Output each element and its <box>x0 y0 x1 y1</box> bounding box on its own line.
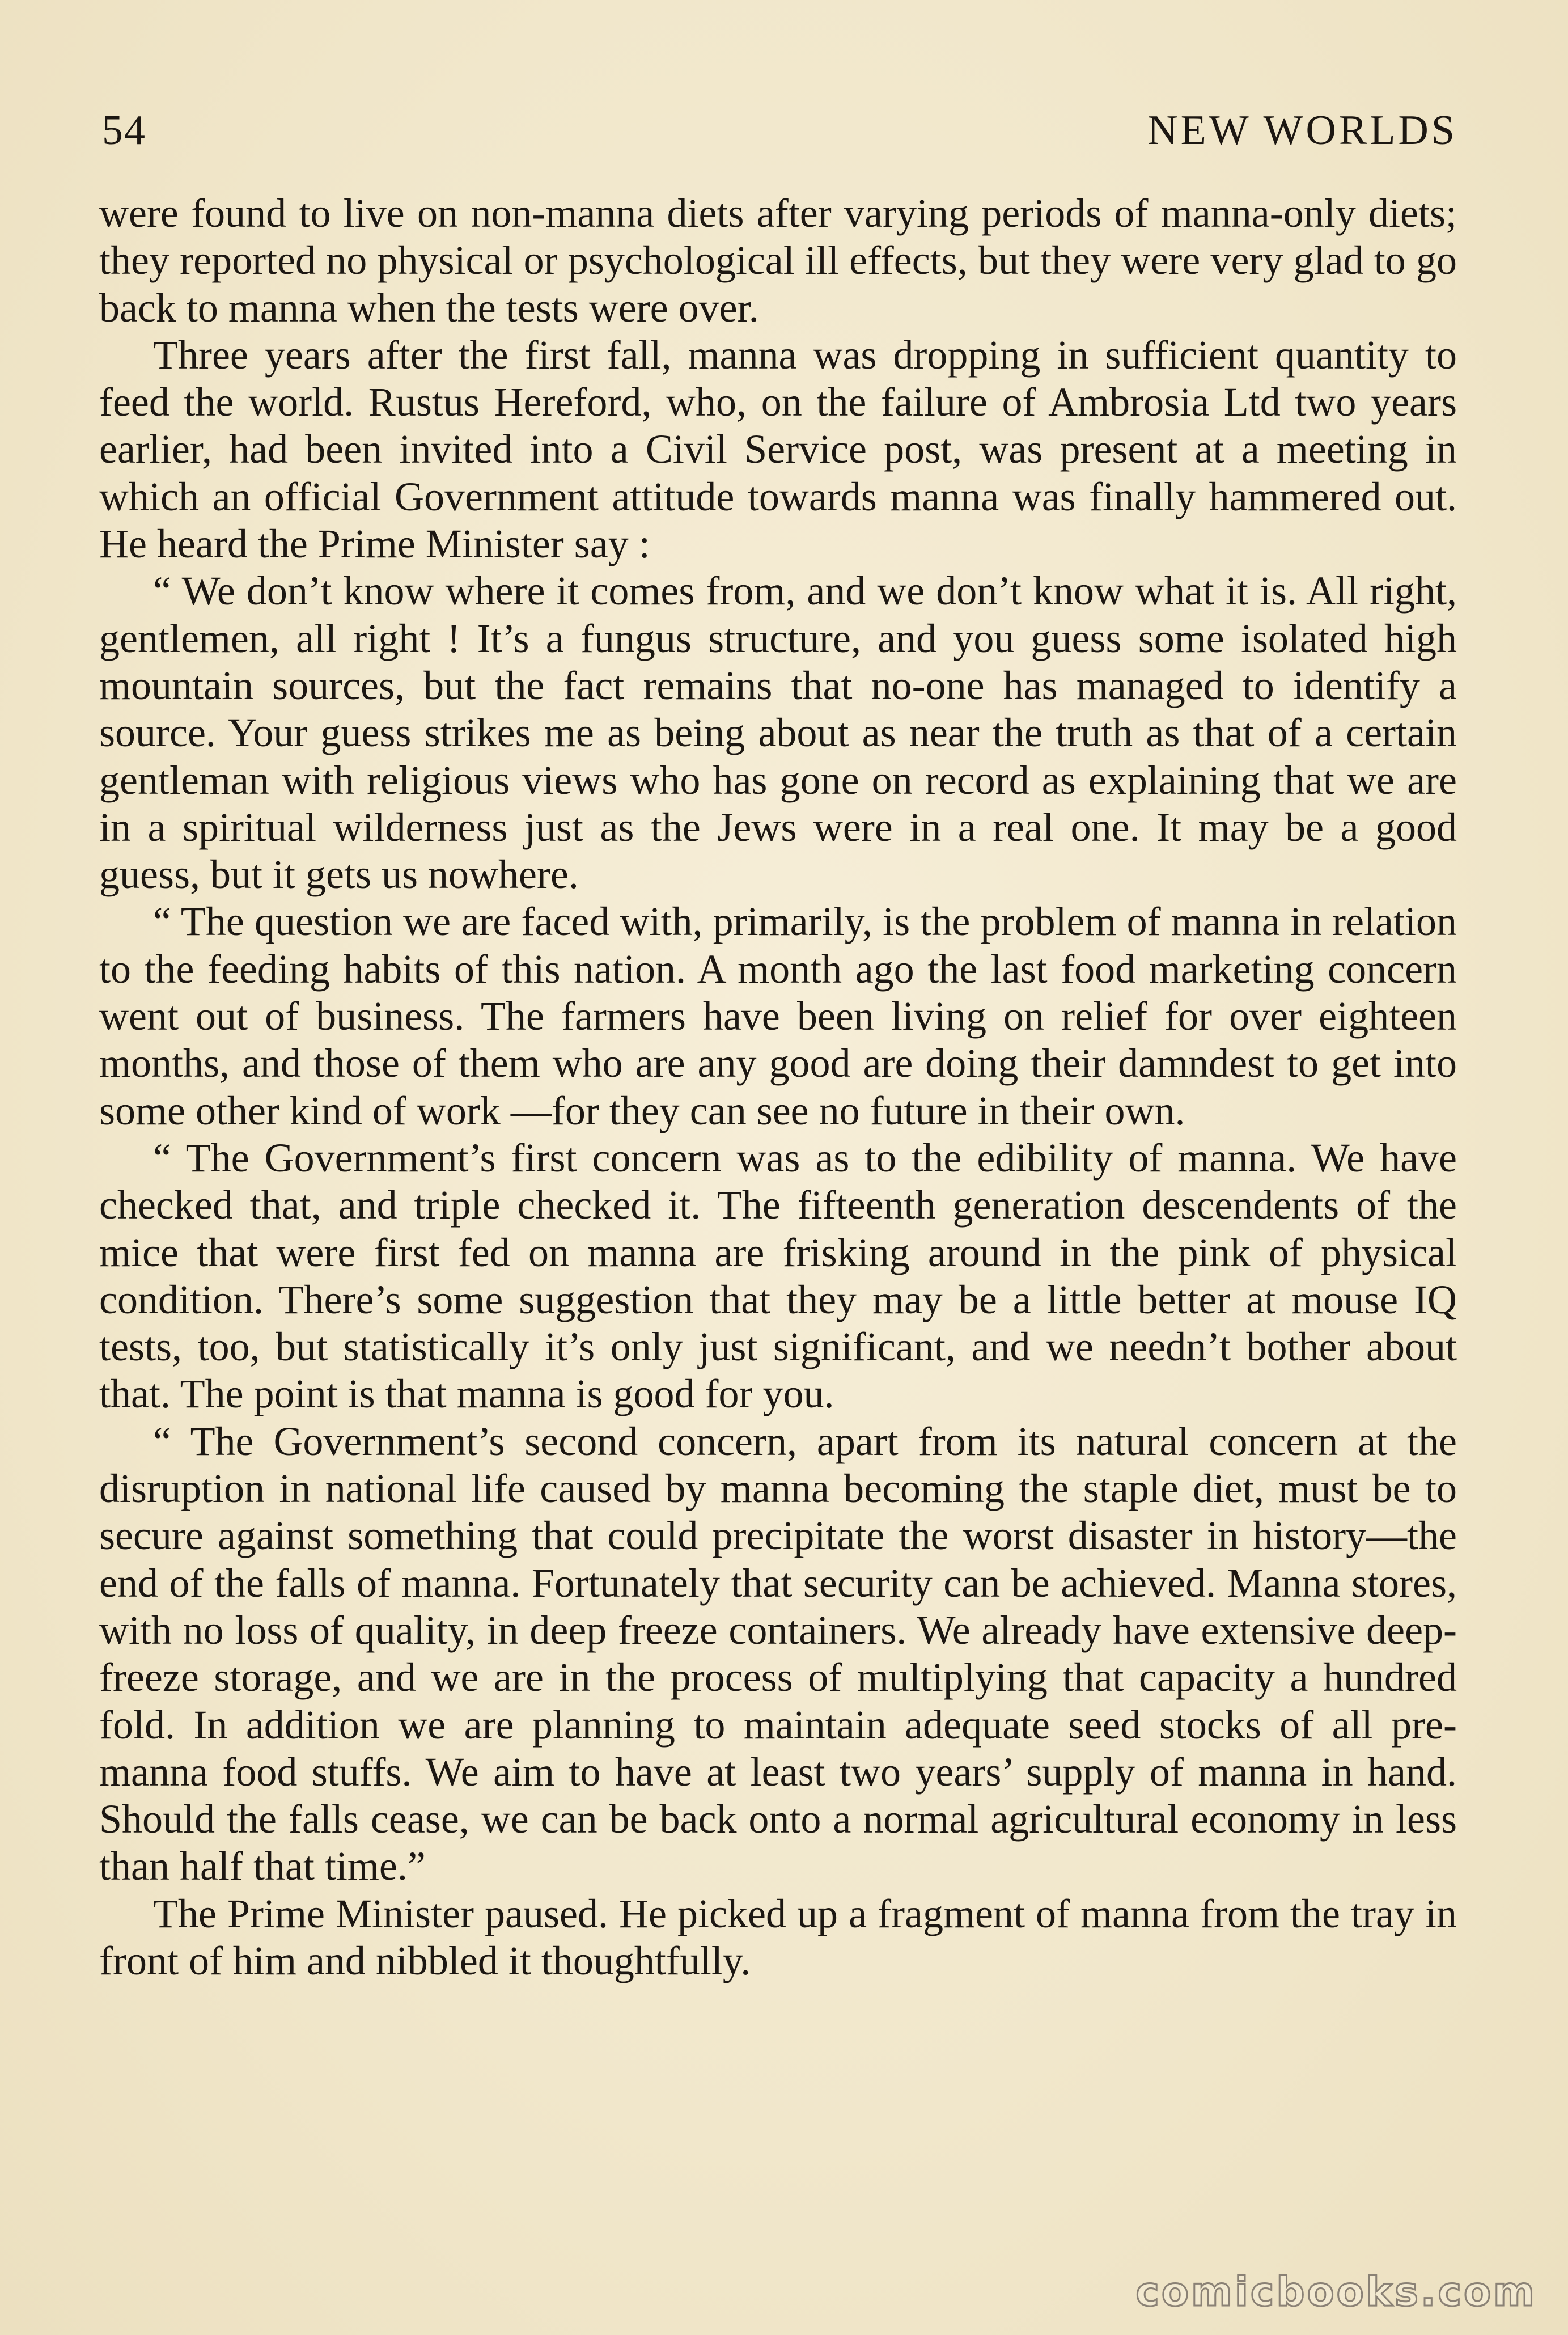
body-text <box>99 190 1457 1985</box>
paragraph-continuation: were found to live on non-manna diets after varying periods of manna-only diets; they reported no physical or psychological ill effects, but they were very glad to go back to manna when the tests were over. <box>99 191 1457 331</box>
paragraph: “ We don’t know where it comes from, and we don’t know what it is. All right, gentlemen, all right ! It’s a fungus structure, and you guess some isolated high mountain sources, but the fact remains that no-one has managed to identify a source. Your guess strikes me as being about as near the truth as that of a certain gentleman with religious views who has gone on record as explaining that we are in a spiritual wilderness just as the Jews were in a real one. It may be a good guess, but it gets us nowhere. <box>99 568 1457 898</box>
watermark-text: comicbooks.com <box>1135 2269 1537 2315</box>
paragraph: “ The question we are faced with, primarily, is the problem of manna in relation to the feeding habits of this nation. A month ago the last food marketing concern went out of business. The farmers have been living on relief for over eighteen months, and those of them who are any good are doing their damndest to get into some other kind of work —for they can see no future in their own. <box>99 899 1457 1133</box>
paragraph: “ The Government’s first concern was as to the edibility of manna. We have checked that, and triple checked it. The fifteenth generation descendents of the mice that were first fed on manna are frisking around in the pink of physical condition. There’s some suggestion that they may be a little better at mouse IQ tests, too, but statistically it’s only just significant, and we needn’t bother about that. The point is that manna is good for you. <box>99 1135 1457 1417</box>
paragraph: The Prime Minister paused. He picked up a fragment of manna from the tray in front of him and nibbled it thoughtfully. <box>99 1890 1457 1983</box>
paragraph: Three years after the first fall, manna was dropping in sufficient quantity to feed the world. Rustus Hereford, who, on the failure of Ambrosia Ltd two years earlier, had been invited into a Civil Service post, was present at a meeting in which an official Government attitude towards manna was finally hammered out. He heard the Prime Minister say : <box>99 332 1457 567</box>
page-header <box>102 102 1457 159</box>
paragraph: “ The Government’s second concern, apart from its natural concern at the disruption in national life caused by manna becoming the staple diet, must be to secure against something that could precipitate the worst disaster in history—the end of the falls of manna. Fortunately that security can be achieved. Manna stores, with no loss of quality, in deep freeze containers. We already have extensive deep-freeze storage, and we are in the process of multiplying that capacity a hundred fold. In addition we are planning to maintain adequate seed stocks of all pre-manna food stuffs. We aim to have at least two years’ supply of manna in hand. Should the falls cease, we can be back onto a normal agricultural economy in less than half that time.” <box>99 1418 1457 1889</box>
running-head: NEW WORLDS <box>1147 107 1457 154</box>
page-number: 54 <box>102 107 146 154</box>
